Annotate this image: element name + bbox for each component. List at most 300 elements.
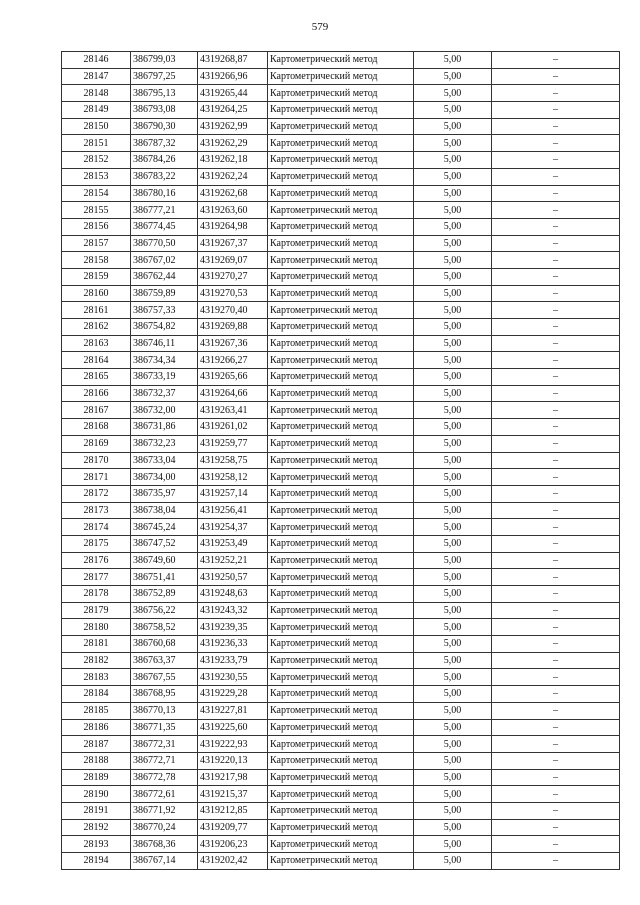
x-coordinate-cell: 386770,50 <box>131 235 198 252</box>
method-cell: Картометрический метод <box>268 352 414 369</box>
point-number-cell: 28178 <box>62 586 131 603</box>
y-coordinate-cell: 4319209,77 <box>198 819 268 836</box>
point-number-cell: 28151 <box>62 135 131 152</box>
x-coordinate-cell: 386797,25 <box>131 68 198 85</box>
y-coordinate-cell: 4319217,98 <box>198 769 268 786</box>
note-cell: – <box>492 602 620 619</box>
table-row <box>62 752 620 769</box>
table-row <box>62 853 620 870</box>
point-number-cell: 28150 <box>62 118 131 135</box>
x-coordinate-cell: 386754,82 <box>131 319 198 336</box>
note-cell: – <box>492 118 620 135</box>
table-row <box>62 602 620 619</box>
accuracy-cell: 5,00 <box>414 102 492 119</box>
point-number-cell: 28156 <box>62 218 131 235</box>
accuracy-cell: 5,00 <box>414 519 492 536</box>
accuracy-cell: 5,00 <box>414 185 492 202</box>
method-cell: Картометрический метод <box>268 185 414 202</box>
accuracy-cell: 5,00 <box>414 502 492 519</box>
method-cell: Картометрический метод <box>268 786 414 803</box>
table-row <box>62 419 620 436</box>
x-coordinate-cell: 386799,03 <box>131 52 198 69</box>
y-coordinate-cell: 4319267,37 <box>198 235 268 252</box>
note-cell: – <box>492 285 620 302</box>
accuracy-cell: 5,00 <box>414 352 492 369</box>
method-cell: Картометрический метод <box>268 586 414 603</box>
x-coordinate-cell: 386734,34 <box>131 352 198 369</box>
x-coordinate-cell: 386733,04 <box>131 452 198 469</box>
accuracy-cell: 5,00 <box>414 836 492 853</box>
note-cell: – <box>492 102 620 119</box>
method-cell: Картометрический метод <box>268 552 414 569</box>
point-number-cell: 28157 <box>62 235 131 252</box>
method-cell: Картометрический метод <box>268 819 414 836</box>
y-coordinate-cell: 4319270,53 <box>198 285 268 302</box>
table-row <box>62 535 620 552</box>
note-cell: – <box>492 485 620 502</box>
point-number-cell: 28182 <box>62 652 131 669</box>
y-coordinate-cell: 4319267,36 <box>198 335 268 352</box>
y-coordinate-cell: 4319222,93 <box>198 736 268 753</box>
method-cell: Картометрический метод <box>268 419 414 436</box>
x-coordinate-cell: 386733,19 <box>131 369 198 386</box>
x-coordinate-cell: 386771,35 <box>131 719 198 736</box>
y-coordinate-cell: 4319269,07 <box>198 252 268 269</box>
y-coordinate-cell: 4319266,27 <box>198 352 268 369</box>
table-row <box>62 168 620 185</box>
method-cell: Картометрический метод <box>268 452 414 469</box>
point-number-cell: 28152 <box>62 152 131 169</box>
point-number-cell: 28186 <box>62 719 131 736</box>
y-coordinate-cell: 4319262,99 <box>198 118 268 135</box>
x-coordinate-cell: 386732,00 <box>131 402 198 419</box>
x-coordinate-cell: 386774,45 <box>131 218 198 235</box>
x-coordinate-cell: 386795,13 <box>131 85 198 102</box>
table-row <box>62 786 620 803</box>
note-cell: – <box>492 352 620 369</box>
point-number-cell: 28146 <box>62 52 131 69</box>
note-cell: – <box>492 636 620 653</box>
point-number-cell: 28170 <box>62 452 131 469</box>
accuracy-cell: 5,00 <box>414 719 492 736</box>
x-coordinate-cell: 386770,13 <box>131 702 198 719</box>
table-row <box>62 185 620 202</box>
method-cell: Картометрический метод <box>268 235 414 252</box>
x-coordinate-cell: 386790,30 <box>131 118 198 135</box>
accuracy-cell: 5,00 <box>414 335 492 352</box>
accuracy-cell: 5,00 <box>414 652 492 669</box>
point-number-cell: 28163 <box>62 335 131 352</box>
x-coordinate-cell: 386770,24 <box>131 819 198 836</box>
note-cell: – <box>492 52 620 69</box>
table-row <box>62 502 620 519</box>
method-cell: Картометрический метод <box>268 218 414 235</box>
note-cell: – <box>492 702 620 719</box>
note-cell: – <box>492 736 620 753</box>
accuracy-cell: 5,00 <box>414 385 492 402</box>
y-coordinate-cell: 4319265,66 <box>198 369 268 386</box>
table-row <box>62 335 620 352</box>
accuracy-cell: 5,00 <box>414 736 492 753</box>
point-number-cell: 28189 <box>62 769 131 786</box>
y-coordinate-cell: 4319264,25 <box>198 102 268 119</box>
note-cell: – <box>492 252 620 269</box>
x-coordinate-cell: 386762,44 <box>131 268 198 285</box>
accuracy-cell: 5,00 <box>414 535 492 552</box>
method-cell: Картометрический метод <box>268 302 414 319</box>
table-row <box>62 319 620 336</box>
point-number-cell: 28179 <box>62 602 131 619</box>
accuracy-cell: 5,00 <box>414 319 492 336</box>
y-coordinate-cell: 4319220,13 <box>198 752 268 769</box>
x-coordinate-cell: 386787,32 <box>131 135 198 152</box>
point-number-cell: 28159 <box>62 268 131 285</box>
x-coordinate-cell: 386760,68 <box>131 636 198 653</box>
x-coordinate-cell: 386767,55 <box>131 669 198 686</box>
point-number-cell: 28154 <box>62 185 131 202</box>
point-number-cell: 28168 <box>62 419 131 436</box>
accuracy-cell: 5,00 <box>414 68 492 85</box>
note-cell: – <box>492 686 620 703</box>
accuracy-cell: 5,00 <box>414 252 492 269</box>
note-cell: – <box>492 385 620 402</box>
accuracy-cell: 5,00 <box>414 202 492 219</box>
accuracy-cell: 5,00 <box>414 302 492 319</box>
point-number-cell: 28172 <box>62 485 131 502</box>
point-number-cell: 28166 <box>62 385 131 402</box>
note-cell: – <box>492 202 620 219</box>
point-number-cell: 28173 <box>62 502 131 519</box>
y-coordinate-cell: 4319253,49 <box>198 535 268 552</box>
method-cell: Картометрический метод <box>268 385 414 402</box>
coordinates-table <box>61 51 620 870</box>
table-row <box>62 519 620 536</box>
point-number-cell: 28187 <box>62 736 131 753</box>
note-cell: – <box>492 502 620 519</box>
accuracy-cell: 5,00 <box>414 168 492 185</box>
point-number-cell: 28147 <box>62 68 131 85</box>
x-coordinate-cell: 386780,16 <box>131 185 198 202</box>
y-coordinate-cell: 4319259,77 <box>198 435 268 452</box>
y-coordinate-cell: 4319270,27 <box>198 268 268 285</box>
y-coordinate-cell: 4319227,81 <box>198 702 268 719</box>
table-row <box>62 485 620 502</box>
y-coordinate-cell: 4319248,63 <box>198 586 268 603</box>
y-coordinate-cell: 4319264,98 <box>198 218 268 235</box>
table-row <box>62 802 620 819</box>
note-cell: – <box>492 218 620 235</box>
x-coordinate-cell: 386747,52 <box>131 535 198 552</box>
note-cell: – <box>492 168 620 185</box>
method-cell: Картометрический метод <box>268 802 414 819</box>
x-coordinate-cell: 386771,92 <box>131 802 198 819</box>
x-coordinate-cell: 386772,78 <box>131 769 198 786</box>
note-cell: – <box>492 268 620 285</box>
note-cell: – <box>492 469 620 486</box>
point-number-cell: 28176 <box>62 552 131 569</box>
point-number-cell: 28194 <box>62 853 131 870</box>
point-number-cell: 28155 <box>62 202 131 219</box>
method-cell: Картометрический метод <box>268 686 414 703</box>
note-cell: – <box>492 836 620 853</box>
note-cell: – <box>492 185 620 202</box>
accuracy-cell: 5,00 <box>414 52 492 69</box>
accuracy-cell: 5,00 <box>414 435 492 452</box>
y-coordinate-cell: 4319257,14 <box>198 485 268 502</box>
table-row <box>62 636 620 653</box>
y-coordinate-cell: 4319262,68 <box>198 185 268 202</box>
method-cell: Картометрический метод <box>268 335 414 352</box>
note-cell: – <box>492 152 620 169</box>
table-row <box>62 452 620 469</box>
point-number-cell: 28184 <box>62 686 131 703</box>
point-number-cell: 28181 <box>62 636 131 653</box>
table-row <box>62 202 620 219</box>
point-number-cell: 28149 <box>62 102 131 119</box>
method-cell: Картометрический метод <box>268 402 414 419</box>
method-cell: Картометрический метод <box>268 752 414 769</box>
x-coordinate-cell: 386784,26 <box>131 152 198 169</box>
point-number-cell: 28183 <box>62 669 131 686</box>
point-number-cell: 28193 <box>62 836 131 853</box>
point-number-cell: 28175 <box>62 535 131 552</box>
x-coordinate-cell: 386738,04 <box>131 502 198 519</box>
accuracy-cell: 5,00 <box>414 485 492 502</box>
accuracy-cell: 5,00 <box>414 235 492 252</box>
x-coordinate-cell: 386772,61 <box>131 786 198 803</box>
point-number-cell: 28188 <box>62 752 131 769</box>
y-coordinate-cell: 4319266,96 <box>198 68 268 85</box>
method-cell: Картометрический метод <box>268 202 414 219</box>
point-number-cell: 28171 <box>62 469 131 486</box>
y-coordinate-cell: 4319256,41 <box>198 502 268 519</box>
note-cell: – <box>492 402 620 419</box>
accuracy-cell: 5,00 <box>414 686 492 703</box>
y-coordinate-cell: 4319225,60 <box>198 719 268 736</box>
y-coordinate-cell: 4319262,24 <box>198 168 268 185</box>
note-cell: – <box>492 85 620 102</box>
table-row <box>62 52 620 69</box>
table-row <box>62 569 620 586</box>
method-cell: Картометрический метод <box>268 52 414 69</box>
table-row <box>62 469 620 486</box>
y-coordinate-cell: 4319233,79 <box>198 652 268 669</box>
table-row <box>62 769 620 786</box>
method-cell: Картометрический метод <box>268 102 414 119</box>
x-coordinate-cell: 386731,86 <box>131 419 198 436</box>
y-coordinate-cell: 4319258,75 <box>198 452 268 469</box>
y-coordinate-cell: 4319212,85 <box>198 802 268 819</box>
table-row <box>62 85 620 102</box>
method-cell: Картометрический метод <box>268 68 414 85</box>
table-row <box>62 819 620 836</box>
point-number-cell: 28169 <box>62 435 131 452</box>
method-cell: Картометрический метод <box>268 535 414 552</box>
accuracy-cell: 5,00 <box>414 619 492 636</box>
table-row <box>62 702 620 719</box>
x-coordinate-cell: 386768,95 <box>131 686 198 703</box>
table-row <box>62 369 620 386</box>
x-coordinate-cell: 386772,31 <box>131 736 198 753</box>
note-cell: – <box>492 369 620 386</box>
method-cell: Картометрический метод <box>268 769 414 786</box>
method-cell: Картометрический метод <box>268 485 414 502</box>
accuracy-cell: 5,00 <box>414 819 492 836</box>
note-cell: – <box>492 819 620 836</box>
point-number-cell: 28177 <box>62 569 131 586</box>
table-row <box>62 686 620 703</box>
accuracy-cell: 5,00 <box>414 602 492 619</box>
x-coordinate-cell: 386793,08 <box>131 102 198 119</box>
accuracy-cell: 5,00 <box>414 786 492 803</box>
table-row <box>62 102 620 119</box>
y-coordinate-cell: 4319215,37 <box>198 786 268 803</box>
table-row <box>62 152 620 169</box>
point-number-cell: 28158 <box>62 252 131 269</box>
method-cell: Картометрический метод <box>268 252 414 269</box>
table-row <box>62 836 620 853</box>
page-number: 579 <box>311 21 329 33</box>
point-number-cell: 28162 <box>62 319 131 336</box>
y-coordinate-cell: 4319254,37 <box>198 519 268 536</box>
accuracy-cell: 5,00 <box>414 369 492 386</box>
table-row <box>62 402 620 419</box>
note-cell: – <box>492 302 620 319</box>
method-cell: Картометрический метод <box>268 619 414 636</box>
note-cell: – <box>492 769 620 786</box>
note-cell: – <box>492 335 620 352</box>
x-coordinate-cell: 386749,60 <box>131 552 198 569</box>
method-cell: Картометрический метод <box>268 669 414 686</box>
point-number-cell: 28192 <box>62 819 131 836</box>
accuracy-cell: 5,00 <box>414 702 492 719</box>
accuracy-cell: 5,00 <box>414 669 492 686</box>
note-cell: – <box>492 619 620 636</box>
x-coordinate-cell: 386777,21 <box>131 202 198 219</box>
x-coordinate-cell: 386768,36 <box>131 836 198 853</box>
y-coordinate-cell: 4319265,44 <box>198 85 268 102</box>
point-number-cell: 28165 <box>62 369 131 386</box>
accuracy-cell: 5,00 <box>414 586 492 603</box>
x-coordinate-cell: 386735,97 <box>131 485 198 502</box>
method-cell: Картометрический метод <box>268 519 414 536</box>
accuracy-cell: 5,00 <box>414 85 492 102</box>
x-coordinate-cell: 386783,22 <box>131 168 198 185</box>
table-row <box>62 586 620 603</box>
x-coordinate-cell: 386772,71 <box>131 752 198 769</box>
table-row <box>62 285 620 302</box>
note-cell: – <box>492 669 620 686</box>
note-cell: – <box>492 452 620 469</box>
method-cell: Картометрический метод <box>268 702 414 719</box>
note-cell: – <box>492 235 620 252</box>
method-cell: Картометрический метод <box>268 736 414 753</box>
accuracy-cell: 5,00 <box>414 752 492 769</box>
method-cell: Картометрический метод <box>268 569 414 586</box>
x-coordinate-cell: 386732,23 <box>131 435 198 452</box>
accuracy-cell: 5,00 <box>414 569 492 586</box>
table-row <box>62 135 620 152</box>
method-cell: Картометрический метод <box>268 168 414 185</box>
table-row <box>62 736 620 753</box>
accuracy-cell: 5,00 <box>414 769 492 786</box>
accuracy-cell: 5,00 <box>414 636 492 653</box>
y-coordinate-cell: 4319262,18 <box>198 152 268 169</box>
table-row <box>62 235 620 252</box>
y-coordinate-cell: 4319252,21 <box>198 552 268 569</box>
x-coordinate-cell: 386767,02 <box>131 252 198 269</box>
table-row <box>62 118 620 135</box>
point-number-cell: 28148 <box>62 85 131 102</box>
x-coordinate-cell: 386751,41 <box>131 569 198 586</box>
note-cell: – <box>492 135 620 152</box>
method-cell: Картометрический метод <box>268 836 414 853</box>
note-cell: – <box>492 752 620 769</box>
x-coordinate-cell: 386767,14 <box>131 853 198 870</box>
method-cell: Картометрический метод <box>268 319 414 336</box>
y-coordinate-cell: 4319229,28 <box>198 686 268 703</box>
note-cell: – <box>492 586 620 603</box>
y-coordinate-cell: 4319258,12 <box>198 469 268 486</box>
y-coordinate-cell: 4319230,55 <box>198 669 268 686</box>
y-coordinate-cell: 4319202,42 <box>198 853 268 870</box>
y-coordinate-cell: 4319263,41 <box>198 402 268 419</box>
method-cell: Картометрический метод <box>268 719 414 736</box>
y-coordinate-cell: 4319243,32 <box>198 602 268 619</box>
y-coordinate-cell: 4319269,88 <box>198 319 268 336</box>
accuracy-cell: 5,00 <box>414 218 492 235</box>
note-cell: – <box>492 435 620 452</box>
table-row <box>62 552 620 569</box>
accuracy-cell: 5,00 <box>414 118 492 135</box>
table-row <box>62 669 620 686</box>
method-cell: Картометрический метод <box>268 435 414 452</box>
y-coordinate-cell: 4319262,29 <box>198 135 268 152</box>
x-coordinate-cell: 386746,11 <box>131 335 198 352</box>
accuracy-cell: 5,00 <box>414 268 492 285</box>
note-cell: – <box>492 802 620 819</box>
point-number-cell: 28185 <box>62 702 131 719</box>
accuracy-cell: 5,00 <box>414 802 492 819</box>
table-row <box>62 252 620 269</box>
point-number-cell: 28153 <box>62 168 131 185</box>
table-row <box>62 352 620 369</box>
note-cell: – <box>492 719 620 736</box>
point-number-cell: 28191 <box>62 802 131 819</box>
method-cell: Картометрический метод <box>268 118 414 135</box>
accuracy-cell: 5,00 <box>414 853 492 870</box>
y-coordinate-cell: 4319268,87 <box>198 52 268 69</box>
accuracy-cell: 5,00 <box>414 152 492 169</box>
y-coordinate-cell: 4319264,66 <box>198 385 268 402</box>
accuracy-cell: 5,00 <box>414 135 492 152</box>
table-row <box>62 218 620 235</box>
method-cell: Картометрический метод <box>268 502 414 519</box>
y-coordinate-cell: 4319263,60 <box>198 202 268 219</box>
point-number-cell: 28180 <box>62 619 131 636</box>
method-cell: Картометрический метод <box>268 152 414 169</box>
table-row <box>62 619 620 636</box>
note-cell: – <box>492 786 620 803</box>
note-cell: – <box>492 519 620 536</box>
note-cell: – <box>492 319 620 336</box>
method-cell: Картометрический метод <box>268 602 414 619</box>
note-cell: – <box>492 853 620 870</box>
x-coordinate-cell: 386763,37 <box>131 652 198 669</box>
table-row <box>62 385 620 402</box>
accuracy-cell: 5,00 <box>414 452 492 469</box>
x-coordinate-cell: 386752,89 <box>131 586 198 603</box>
